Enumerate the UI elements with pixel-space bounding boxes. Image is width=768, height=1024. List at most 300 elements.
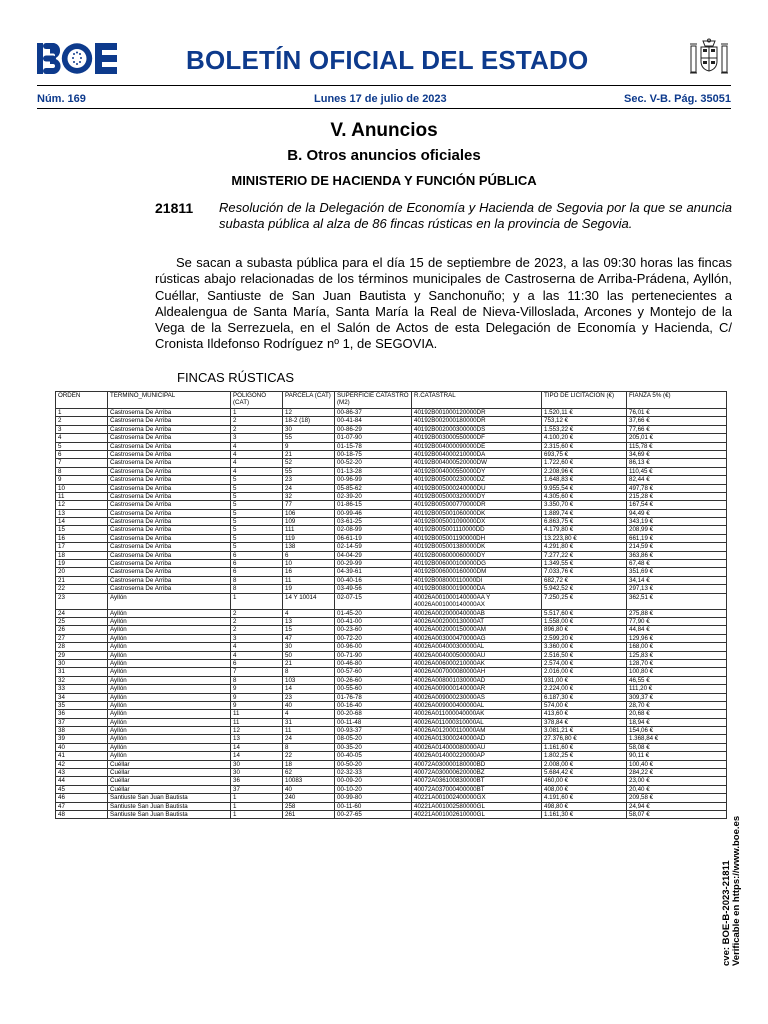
table-cell: 25 bbox=[56, 617, 108, 625]
table-cell: 7 bbox=[231, 668, 283, 676]
table-cell: 47 bbox=[283, 634, 335, 642]
table-cell: 00-41-84 bbox=[335, 417, 412, 425]
table-cell: 3 bbox=[231, 434, 283, 442]
table-cell: 1 bbox=[231, 593, 283, 609]
table-cell: 00-29-99 bbox=[335, 560, 412, 568]
table-row bbox=[56, 651, 727, 659]
verify-url: Verificable en https://www.boe.es bbox=[731, 815, 742, 966]
table-cell: 08-05-20 bbox=[335, 735, 412, 743]
table-cell: 00-11-48 bbox=[335, 718, 412, 726]
table-cell: 21 bbox=[283, 659, 335, 667]
table-row bbox=[56, 685, 727, 693]
table-cell: 209,58 € bbox=[627, 794, 727, 802]
table-cell: 40026A006000210000AK bbox=[412, 659, 542, 667]
column-header: R.CATASTRAL bbox=[412, 392, 542, 409]
table-cell: 00-99-80 bbox=[335, 794, 412, 802]
table-cell: 661,19 € bbox=[627, 534, 727, 542]
table-cell: 4 bbox=[56, 434, 108, 442]
table-cell: Ayllón bbox=[108, 727, 231, 735]
table-cell: 01-13-28 bbox=[335, 467, 412, 475]
table-cell: 6.187,30 € bbox=[542, 693, 627, 701]
table-cell: 30 bbox=[231, 769, 283, 777]
table-row bbox=[56, 593, 727, 609]
table-cell: 9 bbox=[231, 685, 283, 693]
table-cell: 40192B004000520000DW bbox=[412, 459, 542, 467]
table-cell: 2 bbox=[231, 617, 283, 625]
table-row bbox=[56, 459, 727, 467]
table-cell: 5 bbox=[231, 526, 283, 534]
table-cell: 47 bbox=[56, 802, 108, 810]
table-cell: 03-61-25 bbox=[335, 518, 412, 526]
table-cell: 18,94 € bbox=[627, 718, 727, 726]
table-cell: 363,86 € bbox=[627, 551, 727, 559]
table-cell: 693,75 € bbox=[542, 450, 627, 458]
table-cell: 40192B005001380000DK bbox=[412, 543, 542, 551]
table-row bbox=[56, 543, 727, 551]
table-cell: 275,88 € bbox=[627, 609, 727, 617]
table-cell: 00-46-80 bbox=[335, 659, 412, 667]
table-cell: 20,40 € bbox=[627, 785, 727, 793]
table-cell: 22 bbox=[283, 752, 335, 760]
table-cell: 00-18-75 bbox=[335, 450, 412, 458]
verification-sidebar bbox=[722, 816, 742, 966]
table-header-row bbox=[56, 392, 727, 409]
table-cell: 36 bbox=[231, 777, 283, 785]
table-cell: Ayllón bbox=[108, 718, 231, 726]
table-cell: 10 bbox=[56, 484, 108, 492]
table-cell: 110,45 € bbox=[627, 467, 727, 475]
table-cell: 01-45-20 bbox=[335, 609, 412, 617]
table-cell: 67,48 € bbox=[627, 560, 727, 568]
table-cell: Cuéllar bbox=[108, 785, 231, 793]
table-cell: 11 bbox=[231, 710, 283, 718]
table-row bbox=[56, 701, 727, 709]
table-cell: 02-32-33 bbox=[335, 769, 412, 777]
table-cell: 2.574,00 € bbox=[542, 659, 627, 667]
table-cell: 14 bbox=[56, 518, 108, 526]
table-row bbox=[56, 634, 727, 642]
table-cell: 23 bbox=[283, 693, 335, 701]
table-cell: 40026A011000040000AK bbox=[412, 710, 542, 718]
column-header: FIANZA 5% (€) bbox=[627, 392, 727, 409]
table-cell: Ayllón bbox=[108, 710, 231, 718]
table-row bbox=[56, 735, 727, 743]
column-header: ORDEN bbox=[56, 392, 108, 409]
table-cell: 1.161,60 € bbox=[542, 743, 627, 751]
table-cell: 1.648,83 € bbox=[542, 476, 627, 484]
table-cell: 5 bbox=[231, 534, 283, 542]
table-cell: 00-26-60 bbox=[335, 676, 412, 684]
table-cell: 21 bbox=[283, 450, 335, 458]
table-cell: 00-96-00 bbox=[335, 643, 412, 651]
table-cell: Ayllón bbox=[108, 676, 231, 684]
table-row bbox=[56, 727, 727, 735]
table-row bbox=[56, 484, 727, 492]
table-cell: 58,08 € bbox=[627, 743, 727, 751]
table-cell: 00-99-46 bbox=[335, 509, 412, 517]
table-cell: 8 bbox=[231, 585, 283, 593]
table-row bbox=[56, 609, 727, 617]
table-cell: 14 bbox=[283, 685, 335, 693]
table-cell: 13 bbox=[231, 735, 283, 743]
table-cell: 208,99 € bbox=[627, 526, 727, 534]
table-cell: 215,28 € bbox=[627, 492, 727, 500]
table-row bbox=[56, 659, 727, 667]
table-cell: 02-08-99 bbox=[335, 526, 412, 534]
table-cell: 20 bbox=[56, 568, 108, 576]
table-cell: 40026A003000470000AG bbox=[412, 634, 542, 642]
table-cell: 40026A011000310000AL bbox=[412, 718, 542, 726]
table-cell: 01-86-15 bbox=[335, 501, 412, 509]
table-cell: 9 bbox=[231, 701, 283, 709]
table-cell: 40026A014000080000AU bbox=[412, 743, 542, 751]
table-cell: 23 bbox=[56, 593, 108, 609]
table-cell: 413,60 € bbox=[542, 710, 627, 718]
table-cell: 82,44 € bbox=[627, 476, 727, 484]
table-cell: Castroserna De Arriba bbox=[108, 450, 231, 458]
table-cell: 138 bbox=[283, 543, 335, 551]
table-cell: 30 bbox=[283, 643, 335, 651]
table-cell: 309,37 € bbox=[627, 693, 727, 701]
table-cell: 44,84 € bbox=[627, 626, 727, 634]
column-header: TERMINO_MUNICIPAL bbox=[108, 392, 231, 409]
table-cell: 40192B006000060000DY bbox=[412, 551, 542, 559]
table-cell: 37,66 € bbox=[627, 417, 727, 425]
table-cell: 40026A013000240000AD bbox=[412, 735, 542, 743]
issue-date: Lunes 17 de julio de 2023 bbox=[314, 93, 447, 105]
table-cell: 40 bbox=[283, 701, 335, 709]
table-cell: 100,80 € bbox=[627, 668, 727, 676]
table-cell: 19 bbox=[56, 560, 108, 568]
table-cell: 1.553,22 € bbox=[542, 425, 627, 433]
table-cell: Castroserna De Arriba bbox=[108, 484, 231, 492]
table-cell: 103 bbox=[283, 676, 335, 684]
table-cell: 111,20 € bbox=[627, 685, 727, 693]
table-cell: 40026A002000130000AT bbox=[412, 617, 542, 625]
table-cell: 00-40-16 bbox=[335, 576, 412, 584]
table-cell: 62 bbox=[283, 769, 335, 777]
table-cell: 34,14 € bbox=[627, 576, 727, 584]
table-cell: 1.558,00 € bbox=[542, 617, 627, 625]
table-cell: 2 bbox=[231, 417, 283, 425]
table-cell: 40221A001002580000GL bbox=[412, 802, 542, 810]
table-cell: Santiuste San Juan Bautista bbox=[108, 810, 231, 818]
table-cell: 52 bbox=[283, 459, 335, 467]
table-row bbox=[56, 551, 727, 559]
table-cell: Ayllón bbox=[108, 735, 231, 743]
table-cell: Ayllón bbox=[108, 701, 231, 709]
table-cell: 896,80 € bbox=[542, 626, 627, 634]
table-cell: 29 bbox=[56, 651, 108, 659]
table-cell: 38 bbox=[56, 727, 108, 735]
table-cell: 7.277,22 € bbox=[542, 551, 627, 559]
table-cell: 408,00 € bbox=[542, 785, 627, 793]
table-cell: 1.520,11 € bbox=[542, 409, 627, 417]
table-cell: 04-04-29 bbox=[335, 551, 412, 559]
table-cell: 00-72-20 bbox=[335, 634, 412, 642]
table-cell: 14 Y 10014 bbox=[283, 593, 335, 609]
table-cell: 23,00 € bbox=[627, 777, 727, 785]
table-cell: 100,40 € bbox=[627, 760, 727, 768]
table-row bbox=[56, 518, 727, 526]
table-cell: 00-35-20 bbox=[335, 743, 412, 751]
table-cell: 18-2 (18) bbox=[283, 417, 335, 425]
table-cell: Ayllón bbox=[108, 685, 231, 693]
table-cell: 94,49 € bbox=[627, 509, 727, 517]
table-cell: 00-86-29 bbox=[335, 425, 412, 433]
table-cell: Castroserna De Arriba bbox=[108, 509, 231, 517]
table-row bbox=[56, 409, 727, 417]
table-cell: 41 bbox=[56, 752, 108, 760]
table-cell: 30 bbox=[231, 760, 283, 768]
table-cell: Castroserna De Arriba bbox=[108, 568, 231, 576]
table-cell: 00-50-20 bbox=[335, 760, 412, 768]
table-row bbox=[56, 626, 727, 634]
table-cell: 30 bbox=[56, 659, 108, 667]
table-cell: 12 bbox=[283, 409, 335, 417]
table-cell: 2 bbox=[231, 609, 283, 617]
table-cell: 574,00 € bbox=[542, 701, 627, 709]
header-top-rule bbox=[37, 85, 731, 86]
table-cell: 00-52-20 bbox=[335, 459, 412, 467]
table-cell: 45 bbox=[56, 785, 108, 793]
table-cell: 40192B002000300000DS bbox=[412, 425, 542, 433]
column-header: TIPO DE LICITACIÓN (€) bbox=[542, 392, 627, 409]
table-cell: 115,78 € bbox=[627, 442, 727, 450]
table-cell: 5 bbox=[231, 509, 283, 517]
table-cell: 240 bbox=[283, 794, 335, 802]
table-cell: 28,70 € bbox=[627, 701, 727, 709]
table-cell: 297,13 € bbox=[627, 585, 727, 593]
table-row bbox=[56, 568, 727, 576]
table-cell: 40192B005001190000DH bbox=[412, 534, 542, 542]
table-cell: 36 bbox=[56, 710, 108, 718]
section-heading: V. Anuncios bbox=[330, 120, 438, 141]
table-cell: 40072A036100830000BT bbox=[412, 777, 542, 785]
table-cell: 4 bbox=[231, 450, 283, 458]
column-header: POLIGONO (CAT) bbox=[231, 392, 283, 409]
table-cell: 4 bbox=[283, 609, 335, 617]
table-cell: 32 bbox=[56, 676, 108, 684]
table-cell: Cuéllar bbox=[108, 777, 231, 785]
table-cell: 9.955,54 € bbox=[542, 484, 627, 492]
table-cell: 15 bbox=[283, 626, 335, 634]
table-cell: 37 bbox=[231, 785, 283, 793]
table-row bbox=[56, 743, 727, 751]
table-cell: 33 bbox=[56, 685, 108, 693]
table-cell: 00-96-99 bbox=[335, 476, 412, 484]
table-cell: 40192B004000090000DE bbox=[412, 442, 542, 450]
table-cell: 460,00 € bbox=[542, 777, 627, 785]
table-cell: 1 bbox=[231, 810, 283, 818]
table-cell: 4.179,80 € bbox=[542, 526, 627, 534]
table-cell: 8 bbox=[283, 743, 335, 751]
table-cell: 125,83 € bbox=[627, 651, 727, 659]
table-cell: 11 bbox=[283, 727, 335, 735]
table-cell: 16 bbox=[56, 534, 108, 542]
table-cell: 39 bbox=[56, 735, 108, 743]
table-cell: 55 bbox=[283, 467, 335, 475]
table-cell: Castroserna De Arriba bbox=[108, 526, 231, 534]
table-row bbox=[56, 560, 727, 568]
table-cell: 4.191,60 € bbox=[542, 794, 627, 802]
table-cell: 76,01 € bbox=[627, 409, 727, 417]
table-cell: 5 bbox=[231, 492, 283, 500]
table-cell: 40221A001002610000GL bbox=[412, 810, 542, 818]
table-row bbox=[56, 576, 727, 584]
table-cell: 351,69 € bbox=[627, 568, 727, 576]
table-cell: 2 bbox=[231, 425, 283, 433]
table-cell: 1.802,25 € bbox=[542, 752, 627, 760]
table-cell: 106 bbox=[283, 509, 335, 517]
table-cell: 86,13 € bbox=[627, 459, 727, 467]
table-cell: 40026A002000150000AM bbox=[412, 626, 542, 634]
table-cell: 6 bbox=[231, 551, 283, 559]
table-cell: 21 bbox=[56, 576, 108, 584]
table-cell: 90,11 € bbox=[627, 752, 727, 760]
table-cell: 06-61-19 bbox=[335, 534, 412, 542]
table-cell: 4 bbox=[231, 651, 283, 659]
table-cell: Castroserna De Arriba bbox=[108, 434, 231, 442]
table-row bbox=[56, 492, 727, 500]
table-cell: 27.376,80 € bbox=[542, 735, 627, 743]
resolution-title: Resolución de la Delegación de Economía y Hacienda de Segovia por la que se anuncia subasta pública al alza de 86 fincas rústicas en la provincia de Segovia. bbox=[219, 200, 732, 231]
table-cell: Castroserna De Arriba bbox=[108, 442, 231, 450]
table-row bbox=[56, 710, 727, 718]
table-cell: Castroserna De Arriba bbox=[108, 425, 231, 433]
section-page: Sec. V-B. Pág. 35051 bbox=[623, 93, 731, 105]
publication-title: BOLETÍN OFICIAL DEL ESTADO bbox=[186, 45, 589, 75]
table-cell: Castroserna De Arriba bbox=[108, 409, 231, 417]
table-cell: 34 bbox=[56, 693, 108, 701]
table-cell: 40192B005001110000DD bbox=[412, 526, 542, 534]
table-cell: 18 bbox=[56, 551, 108, 559]
table-cell: 13.223,80 € bbox=[542, 534, 627, 542]
table-cell: 5 bbox=[231, 501, 283, 509]
ministry-heading: MINISTERIO DE HACIENDA Y FUNCIÓN PÚBLICA bbox=[231, 173, 537, 188]
table-cell: 00-27-65 bbox=[335, 810, 412, 818]
table-cell: 00-93-37 bbox=[335, 727, 412, 735]
table-cell: 40192B002000180000DR bbox=[412, 417, 542, 425]
table-cell: 931,00 € bbox=[542, 676, 627, 684]
table-cell: 40192B006000100000DG bbox=[412, 560, 542, 568]
table-cell: 40192B005000770000DR bbox=[412, 501, 542, 509]
table-cell: 2.224,00 € bbox=[542, 685, 627, 693]
table-cell: 37 bbox=[56, 718, 108, 726]
table-cell: 9 bbox=[283, 442, 335, 450]
table-cell: 753,12 € bbox=[542, 417, 627, 425]
table-cell: 129,96 € bbox=[627, 634, 727, 642]
table-cell: 02-39-20 bbox=[335, 492, 412, 500]
table-cell: Ayllón bbox=[108, 752, 231, 760]
table-cell: 00-55-60 bbox=[335, 685, 412, 693]
table-row bbox=[56, 760, 727, 768]
table-cell: 2.208,96 € bbox=[542, 467, 627, 475]
table-cell: 26 bbox=[56, 626, 108, 634]
table-cell: 46 bbox=[56, 794, 108, 802]
table-cell: 8 bbox=[56, 467, 108, 475]
table-cell: 40 bbox=[56, 743, 108, 751]
table-cell: 00-57-60 bbox=[335, 668, 412, 676]
announcement-number: 21811 bbox=[155, 200, 194, 216]
table-cell: 3.081,21 € bbox=[542, 727, 627, 735]
table-row bbox=[56, 785, 727, 793]
table-cell: Castroserna De Arriba bbox=[108, 543, 231, 551]
table-row bbox=[56, 810, 727, 818]
table-cell: 00-10-20 bbox=[335, 785, 412, 793]
table-cell: Ayllón bbox=[108, 617, 231, 625]
table-cell: 01-15-78 bbox=[335, 442, 412, 450]
table-cell: 03-49-56 bbox=[335, 585, 412, 593]
table-cell: 168,00 € bbox=[627, 643, 727, 651]
table-title: FINCAS RÚSTICAS bbox=[177, 370, 295, 385]
table-cell: 4.291,80 € bbox=[542, 543, 627, 551]
table-cell: 24 bbox=[283, 735, 335, 743]
boe-logo bbox=[37, 43, 117, 74]
table-cell: Castroserna De Arriba bbox=[108, 501, 231, 509]
table-cell: 1.368,84 € bbox=[627, 735, 727, 743]
table-cell: 40192B005001090000DX bbox=[412, 518, 542, 526]
table-cell: 15 bbox=[56, 526, 108, 534]
table-cell: 40026A009000400000AL bbox=[412, 701, 542, 709]
table-row bbox=[56, 417, 727, 425]
table-cell: Castroserna De Arriba bbox=[108, 585, 231, 593]
table-cell: 13 bbox=[56, 509, 108, 517]
table-cell: 40192B005000240000DU bbox=[412, 484, 542, 492]
table-cell: 24 bbox=[56, 609, 108, 617]
table-cell: 214,59 € bbox=[627, 543, 727, 551]
table-cell: 5 bbox=[231, 476, 283, 484]
table-cell: 4.305,60 € bbox=[542, 492, 627, 500]
table-cell: 40026A007000080000AH bbox=[412, 668, 542, 676]
table-cell: 02-14-59 bbox=[335, 543, 412, 551]
table-cell: Castroserna De Arriba bbox=[108, 492, 231, 500]
table-cell: Ayllón bbox=[108, 659, 231, 667]
table-row bbox=[56, 501, 727, 509]
table-row bbox=[56, 509, 727, 517]
table-cell: 205,01 € bbox=[627, 434, 727, 442]
table-cell: 11 bbox=[231, 718, 283, 726]
table-cell: 13 bbox=[283, 617, 335, 625]
table-cell: 7 bbox=[56, 459, 108, 467]
table-cell: 40192B004000210000DA bbox=[412, 450, 542, 458]
table-cell: 3 bbox=[56, 425, 108, 433]
table-cell: 6 bbox=[283, 551, 335, 559]
table-cell: 3.360,00 € bbox=[542, 643, 627, 651]
table-cell: 00-16-40 bbox=[335, 701, 412, 709]
table-row bbox=[56, 777, 727, 785]
table-cell: 2.008,00 € bbox=[542, 760, 627, 768]
issue-number: Núm. 169 bbox=[37, 93, 86, 105]
table-row bbox=[56, 434, 727, 442]
table-cell: 4 bbox=[231, 459, 283, 467]
table-cell: Castroserna De Arriba bbox=[108, 534, 231, 542]
table-cell: 261 bbox=[283, 810, 335, 818]
header-bottom-rule bbox=[37, 108, 731, 109]
table-cell: 2 bbox=[231, 626, 283, 634]
table-cell: Castroserna De Arriba bbox=[108, 576, 231, 584]
table-cell: 40 bbox=[283, 785, 335, 793]
table-cell: Castroserna De Arriba bbox=[108, 467, 231, 475]
table-row bbox=[56, 769, 727, 777]
table-cell: 24,94 € bbox=[627, 802, 727, 810]
table-cell: Ayllón bbox=[108, 626, 231, 634]
column-header: PARCELA (CAT) bbox=[283, 392, 335, 409]
table-cell: 40072A037000400000BT bbox=[412, 785, 542, 793]
table-cell: 5.942,52 € bbox=[542, 585, 627, 593]
table-cell: 40026A004000500000AU bbox=[412, 651, 542, 659]
table-cell: 378,84 € bbox=[542, 718, 627, 726]
